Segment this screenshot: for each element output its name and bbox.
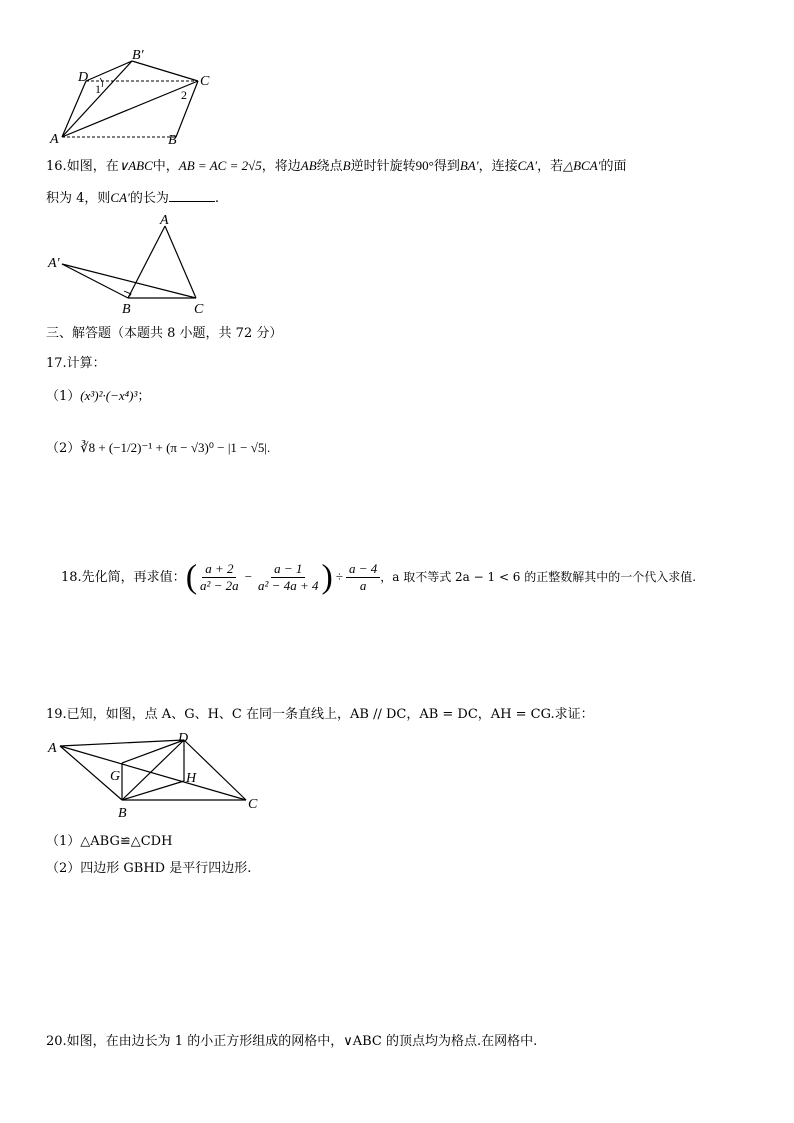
q20-question: 20.如图，在由边长为 1 的小正方形组成的网格中，∨ABC 的顶点均为格点.在网格中. xyxy=(46,1034,538,1049)
label-a-prime: A′ xyxy=(48,256,60,271)
label-c: C xyxy=(200,74,210,89)
label-a: A xyxy=(50,132,59,145)
label-b: B xyxy=(118,806,127,820)
label-d: D xyxy=(178,731,189,746)
parallelogram-figure-q15 xyxy=(40,45,280,145)
q18-question: 18.先化简，再求值：( $\frac{a + 2}{\text{a² − 2a}}$ − $\frac{a - 1}{\text{a² − 4a + 4}}$ ) ÷ $\frac{a - 4}{a}$ ，a 取不等式 2a − 1 < 6 的正整数解其中的一个代入求值. xyxy=(61,558,697,596)
answer-blank[interactable] xyxy=(169,187,215,202)
triangle-figure-q16 xyxy=(44,212,244,317)
q19-question: 19.已知，如图，点 A、G、H、C 在同一条直线上，AB // DC，AB = DC，AH = CG.求证： xyxy=(46,707,594,722)
section-heading: 三、解答题（本题共 8 小题，共 72 分） xyxy=(46,326,283,341)
fraction-3: $\frac{a - 4}{a}$ xyxy=(346,561,380,594)
q19-part-2: （2）四边形 GBHD 是平行四边形. xyxy=(46,861,252,876)
label-c: C xyxy=(248,797,258,812)
fraction-2: $\frac{a - 1}{\text{a² − 4a + 4}}$ xyxy=(258,561,319,593)
fraction-1: $\frac{a + 2}{\text{a² − 2a}}$ xyxy=(200,561,239,593)
q16-line-2: 积为 4，则CA′的长为 . xyxy=(46,187,219,209)
q17-part-1: （1）(x³)²·(−x⁴)³； xyxy=(46,388,151,404)
q16-line-1: 16.如图，在∨ABC中，AB = AC = 2√5，将边AB绕点B逆时针旋转90°得到BA′，连接CA′，若△BCA′的面 xyxy=(46,158,627,174)
label-h: H xyxy=(186,771,197,786)
q19-part-1: （1）△ABG≌△CDH xyxy=(46,834,173,849)
label-g: G xyxy=(110,769,121,784)
q17-title: 17.计算： xyxy=(46,356,106,371)
label-b: B xyxy=(168,133,177,145)
angle-1-label: 1 xyxy=(95,82,101,96)
angle-2-label: 2 xyxy=(181,88,187,102)
label-d: D xyxy=(78,70,89,85)
label-a: A xyxy=(48,741,57,756)
parallelogram-figure-q19 xyxy=(44,730,274,820)
q17-part-2: （2）∛8 + (−1/2)⁻¹ + (π − √3)⁰ − |1 − √5|. xyxy=(46,440,271,456)
label-b-prime: B′ xyxy=(132,48,144,63)
label-c: C xyxy=(194,302,204,317)
label-b: B xyxy=(122,302,131,317)
label-a: A xyxy=(160,213,169,228)
